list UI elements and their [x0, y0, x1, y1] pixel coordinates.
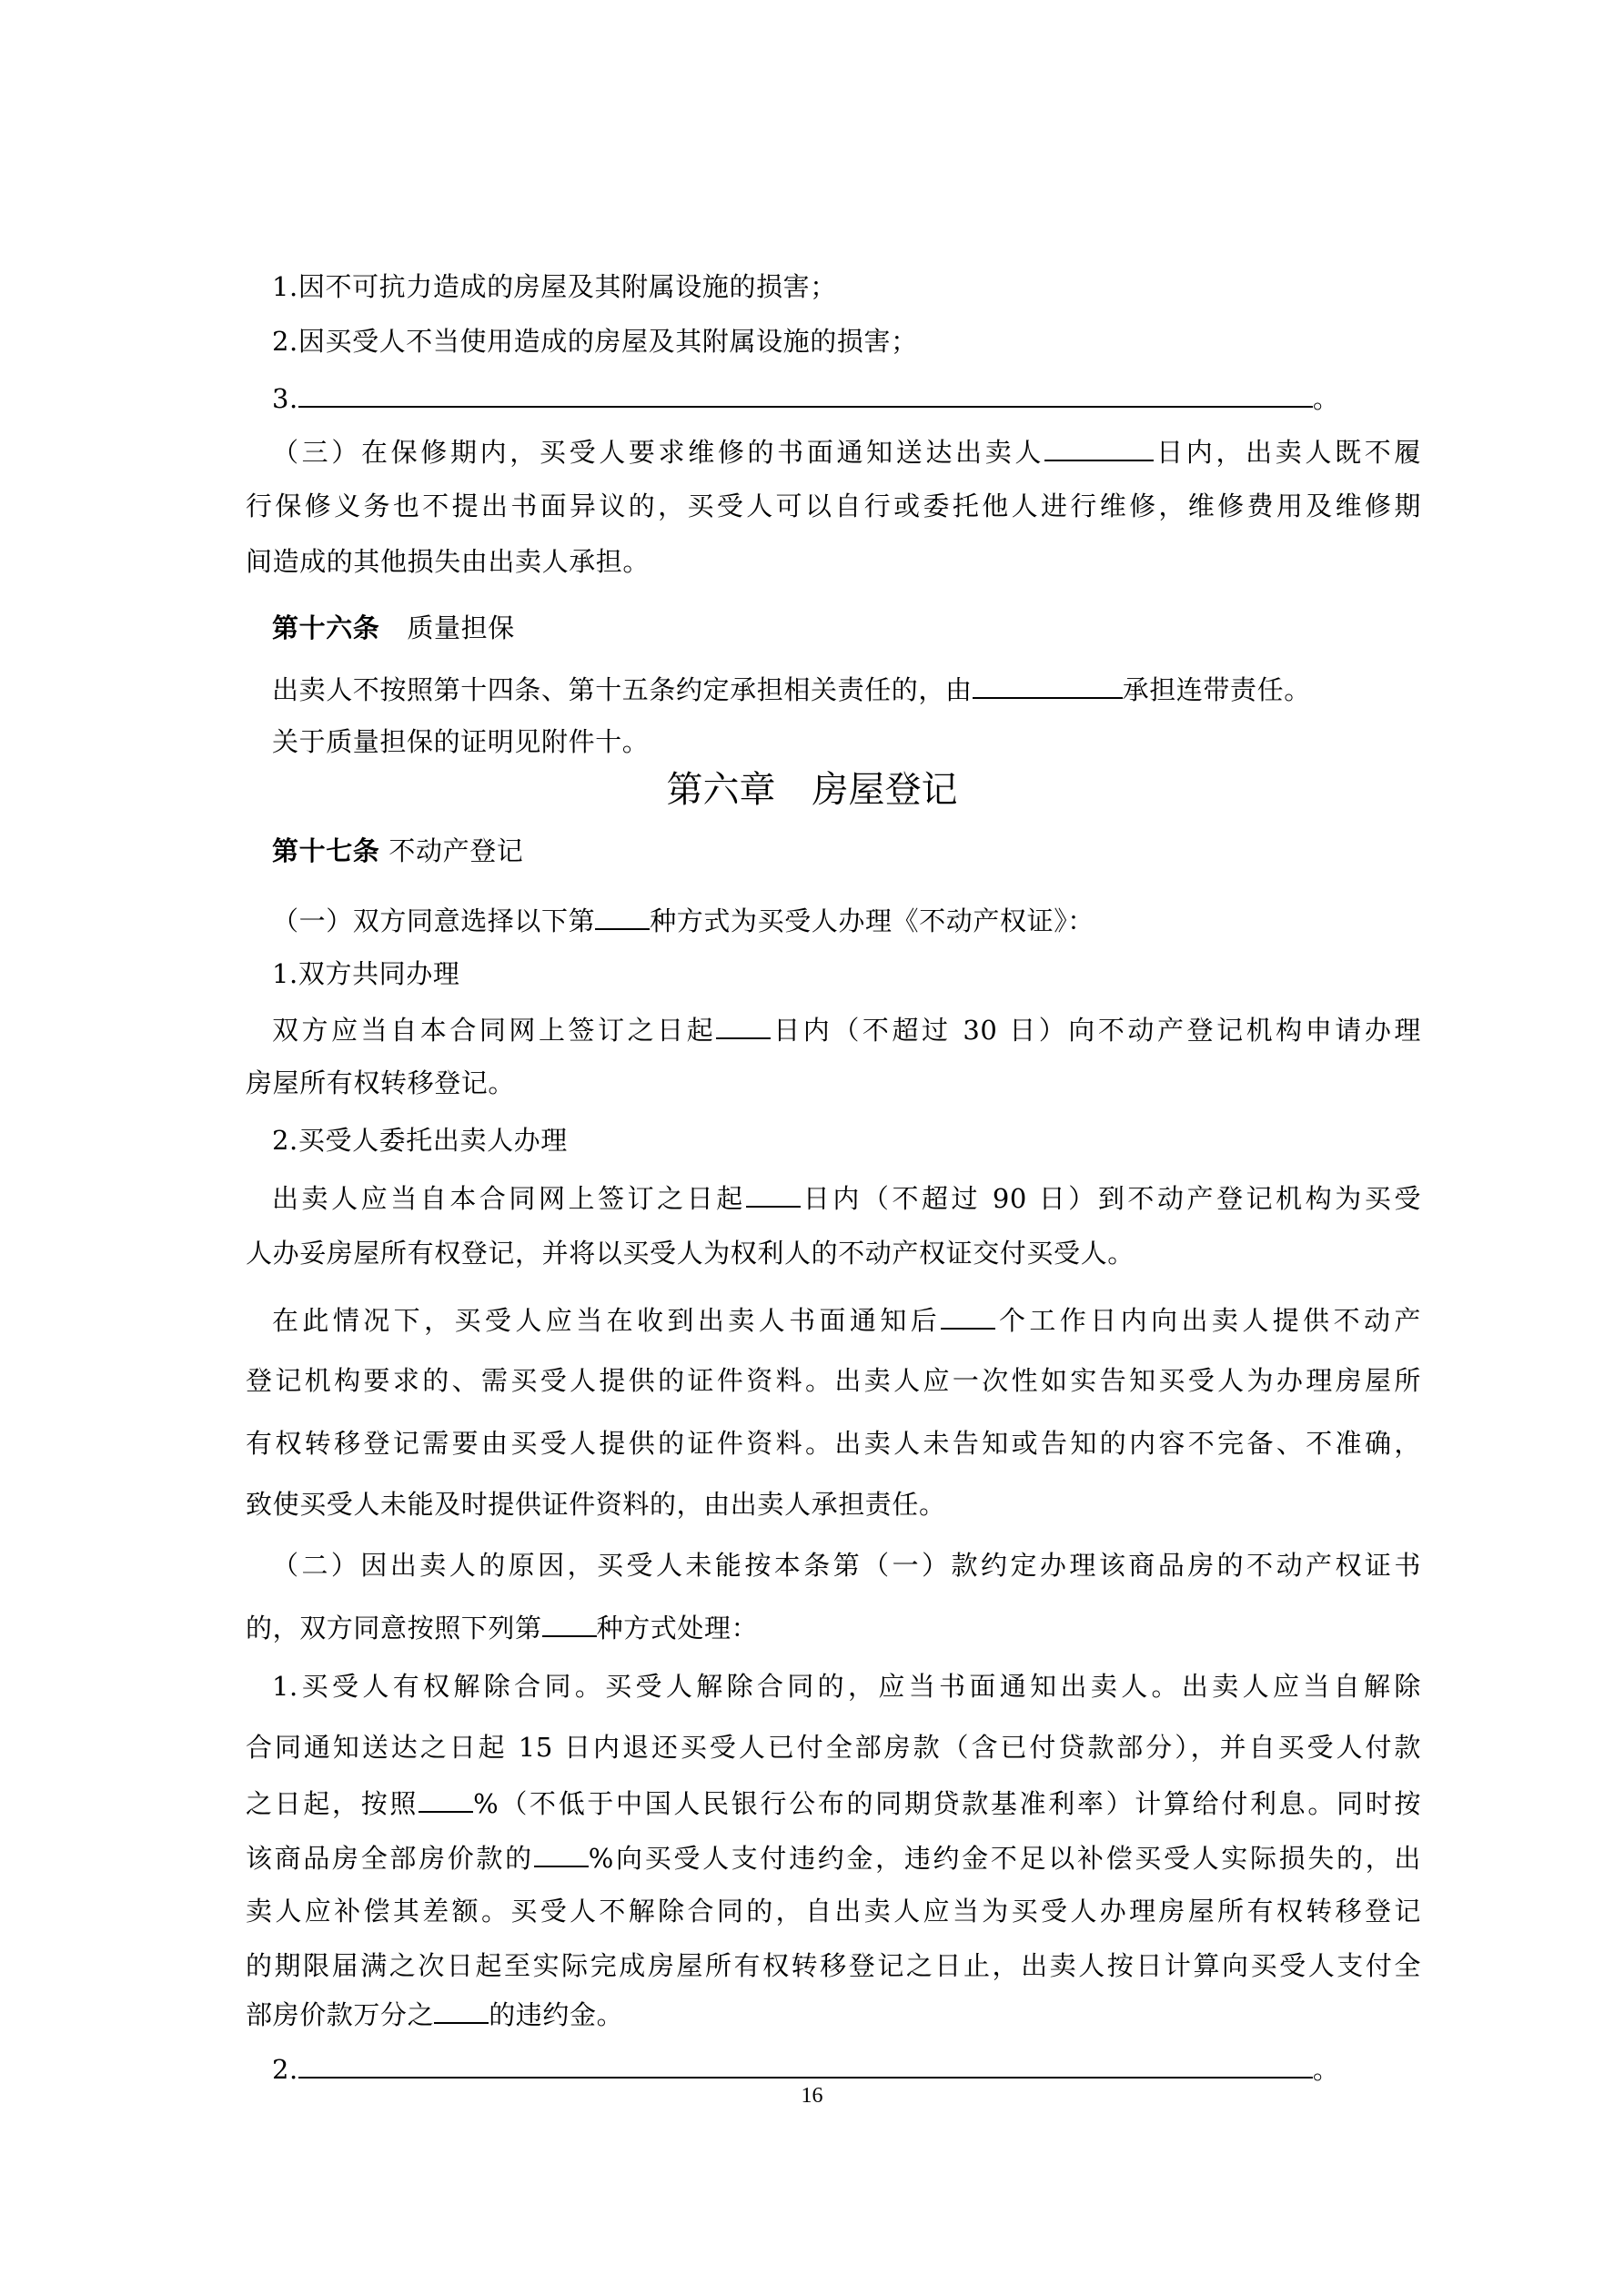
registration-method-blank[interactable]: [595, 901, 650, 930]
remedy-1-l4-pre: 该商品房全部房价款的: [246, 1843, 534, 1874]
remedy-1-line-4: [246, 1838, 1421, 1875]
exemption-item-3-suffix: 。: [1312, 383, 1340, 414]
option-1-l1-post: 日内（不超过 30 日）向不动产登记机构申请办理: [771, 1015, 1421, 1046]
remedy-1-l5-text: 卖人应补偿其差额。买受人不解除合同的，自出卖人应当为买受人办理房屋所有权转移登记: [246, 1896, 1421, 1927]
remedy-1-l3-post: %（不低于中国人民银行公布的同期贷款基准利率）计算给付利息。同时按: [473, 1788, 1422, 1819]
condition-line-2: [246, 1362, 1421, 1399]
remedy-1-line-3: [246, 1784, 1421, 1820]
option-2-line-2: [246, 1235, 1421, 1271]
exemption-item-3-blank[interactable]: [298, 379, 1313, 408]
joint-days-blank[interactable]: [716, 1010, 771, 1039]
clause-17-1-line: [272, 901, 1421, 937]
remedy-1-line-2: [246, 1729, 1421, 1765]
option-1-title: [272, 956, 1421, 992]
exemption-item-2-text: 2.因买受人不当使用造成的房屋及其附属设施的损害；: [272, 326, 918, 357]
exemption-item-3-prefix: 3.: [272, 383, 298, 414]
remedy-2-blank[interactable]: [298, 2049, 1313, 2079]
chapter-6-heading: [0, 767, 1624, 813]
condition-l2-text: 登记机构要求的、需买受人提供的证件资料。出卖人应一次性如实告知买受人为办理房屋所: [246, 1365, 1421, 1396]
exemption-item-3: [272, 379, 1421, 415]
clause-17-2-l2-pre: 的，双方同意按照下列第: [246, 1613, 542, 1644]
remedy-1-line-1: [272, 1668, 1421, 1704]
remedy-1-l3-pre: 之日起，按照: [246, 1788, 419, 1819]
option-2-l1-post: 日内（不超过 90 日）到不动产登记机构为买受: [800, 1183, 1421, 1214]
guarantor-blank[interactable]: [973, 670, 1123, 699]
remedy-1-l2-text: 合同通知送达之日起 15 日内退还买受人已付全部房款（含已付贷款部分），并自买受人付款: [246, 1732, 1421, 1763]
clause-17-1-post: 种方式为买受人办理《不动产权证》：: [650, 905, 1094, 936]
article-16-title: 质量担保: [407, 612, 515, 643]
article-16-note: [272, 723, 1421, 760]
remedy-1-l4-post: %向买受人支付违约金，违约金不足以补偿买受人实际损失的，出: [588, 1843, 1421, 1874]
condition-l1-pre: 在此情况下，买受人应当在收到出卖人书面通知后: [272, 1305, 942, 1336]
option-1-line-1: [272, 1010, 1421, 1047]
option-1-l1-pre: 双方应当自本合同网上签订之日起: [272, 1015, 717, 1046]
remedy-1-line-5: [246, 1893, 1421, 1929]
handling-method-blank[interactable]: [542, 1608, 597, 1637]
remedy-1-l1-text: 1.买受人有权解除合同。买受人解除合同的，应当书面通知出卖人。出卖人应当自解除: [272, 1671, 1421, 1702]
article-17-title: 不动产登记: [388, 835, 524, 866]
option-1-title-text: 1.双方共同办理: [272, 958, 460, 989]
clause-3-line-2: [246, 488, 1421, 524]
article-16-body-post: 承担连带责任。: [1122, 674, 1311, 705]
clause-3-line-3-text: 间造成的其他损失由出卖人承担。: [246, 546, 651, 577]
remedy-1-line-6: [246, 1947, 1421, 1984]
clause-3-line-2-text: 行保修义务也不提出书面异议的，买受人可以自行或委托他人进行维修，维修费用及维修期: [246, 491, 1421, 521]
clause-17-2-line-2: [246, 1608, 1421, 1644]
page-number: 16: [801, 2084, 823, 2108]
seller-days-blank[interactable]: [746, 1178, 801, 1208]
clause-17-1-pre: （一）双方同意选择以下第: [272, 905, 596, 936]
remedy-2-suffix: 。: [1312, 2054, 1340, 2085]
repair-days-blank[interactable]: [1044, 432, 1154, 461]
condition-l4-text: 致使买受人未能及时提供证件资料的，由出卖人承担责任。: [246, 1489, 946, 1520]
option-2-title: [272, 1122, 1421, 1158]
clause-17-2-line-1: [272, 1547, 1421, 1583]
option-2-title-text: 2.买受人委托出卖人办理: [272, 1125, 568, 1156]
article-17-number: 第十七条: [272, 835, 380, 866]
daily-penalty-blank[interactable]: [434, 1995, 489, 2024]
workdays-blank[interactable]: [941, 1300, 995, 1330]
remedy-1-l6-text: 的期限届满之次日起至实际完成房屋所有权转移登记之日止，出卖人按日计算向买受人支付全: [246, 1950, 1421, 1981]
remedy-2-prefix: 2.: [272, 2054, 298, 2085]
condition-line-4: [246, 1486, 1421, 1522]
article-16-body-pre: 出卖人不按照第十四条、第十五条约定承担相关责任的，由: [272, 674, 973, 705]
clause-3-line-1: [272, 432, 1421, 469]
article-16-number: 第十六条: [272, 612, 380, 643]
option-1-line-2: [246, 1065, 1421, 1101]
exemption-item-1-text: 1.因不可抗力造成的房屋及其附属设施的损害；: [272, 271, 837, 302]
chapter-6-title: 第六章 房屋登记: [666, 769, 958, 811]
penalty-rate-blank[interactable]: [534, 1838, 589, 1867]
condition-l3-text: 有权转移登记需要由买受人提供的证件资料。出卖人未告知或告知的内容不完备、不准确，: [246, 1428, 1421, 1459]
option-2-l1-pre: 出卖人应当自本合同网上签订之日起: [272, 1183, 746, 1214]
condition-l1-post: 个工作日内向出卖人提供不动产: [995, 1305, 1422, 1336]
condition-line-1: [272, 1300, 1421, 1337]
option-2-l2-text: 人办妥房屋所有权登记，并将以买受人为权利人的不动产权证交付买受人。: [246, 1238, 1135, 1269]
remedy-1-l7-post: 的违约金。: [489, 1999, 624, 2030]
clause-17-2-l1-text: （二）因出卖人的原因，买受人未能按本条第（一）款约定办理该商品房的不动产权证书: [272, 1550, 1421, 1581]
interest-rate-blank[interactable]: [419, 1784, 473, 1813]
article-16-note-text: 关于质量担保的证明见附件十。: [272, 726, 650, 757]
remedy-1-line-7: [246, 1995, 1421, 2031]
option-2-line-1: [272, 1178, 1421, 1215]
remedy-2-line: [272, 2049, 1421, 2086]
article-17-heading: [272, 833, 1421, 869]
remedy-1-l7-pre: 部房价款万分之: [246, 1999, 435, 2030]
condition-line-3: [246, 1425, 1421, 1462]
clause-17-2-l2-post: 种方式处理：: [596, 1613, 759, 1644]
article-16-heading: [272, 610, 1421, 646]
article-16-body: [272, 670, 1421, 706]
clause-3-line-3: [246, 543, 1421, 580]
exemption-item-2: [272, 323, 1421, 359]
exemption-item-1: [272, 268, 1421, 305]
clause-3-text-post: 日内，出卖人既不履: [1154, 437, 1421, 468]
option-1-l2-text: 房屋所有权转移登记。: [246, 1067, 516, 1098]
clause-3-text-pre: （三）在保修期内，买受人要求维修的书面通知送达出卖人: [272, 437, 1045, 468]
